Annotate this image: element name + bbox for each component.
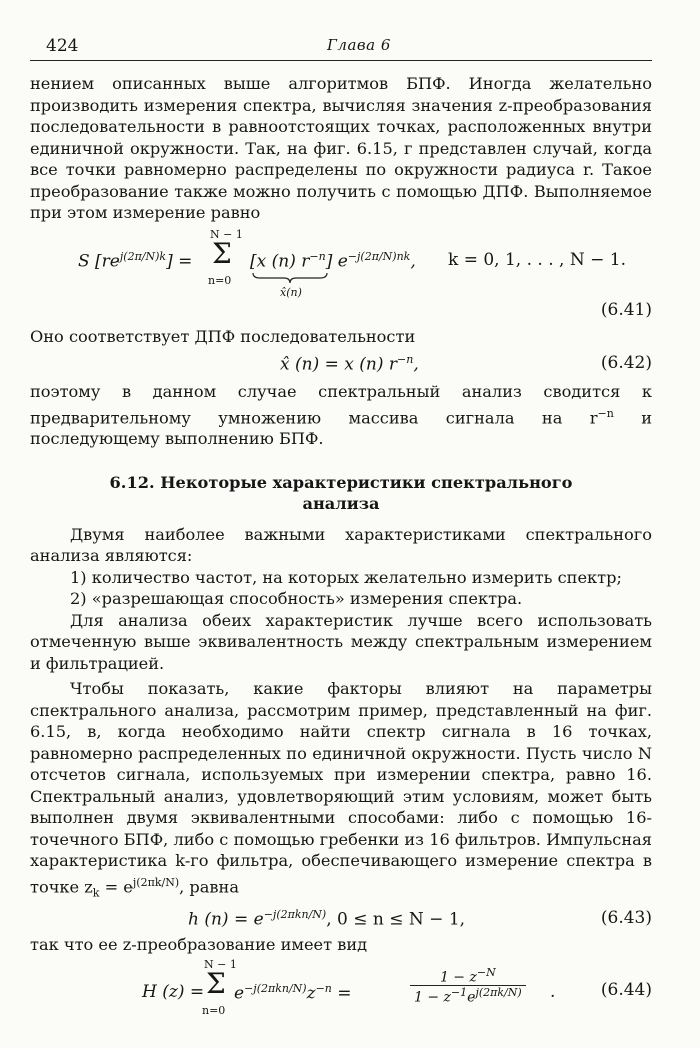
equation-6-42 <box>30 347 652 381</box>
paragraph-3 <box>30 381 652 450</box>
para3-part-b: и последующему выполнению БПФ. <box>30 407 652 449</box>
para6-exp: j(2πk/N) <box>132 875 180 889</box>
page <box>30 36 652 1032</box>
para3-exp: −n <box>597 406 614 420</box>
para6-part-c: , равна <box>179 877 239 897</box>
equation-6-43 <box>30 904 652 934</box>
para6-sub: k <box>92 886 100 900</box>
eq642-text: x̂ (n) = x (n) r <box>280 354 397 375</box>
paragraph-5: Для анализа обеих характеристик лучше всего использовать отмеченную выше эквивалентность между спектральным измерением и фильтрацией. <box>30 610 652 673</box>
eq643-number: (6.43) <box>600 908 652 929</box>
page-number: 424 <box>46 36 79 56</box>
eq644-term: e <box>234 983 245 1004</box>
eq644-sum-top: N − 1 <box>204 957 237 971</box>
eq643-condition: , 0 ≤ n ≤ N − 1, <box>326 909 466 930</box>
eq641-lhs-close: ] = <box>166 251 193 272</box>
eq644-tail: . <box>550 981 556 1002</box>
eq643-exp: −j(2πkn/N) <box>263 908 327 922</box>
para6-part-b: = e <box>99 877 133 897</box>
eq641-sum-top: N − 1 <box>210 227 243 241</box>
eq641-lhs-exp: j(2π/N)k <box>119 249 167 263</box>
paragraph-6 <box>30 678 652 904</box>
eq644-den-e: e <box>467 989 476 1006</box>
equation-6-41: S $[re^{j(2\pi/N)k}]$ = N − 1 Σ n=0 [x (n) $r^{-n}$] $e^{-j(2\pi/N)nk}$, x̂(n) k = 0, 1, . . . , N − 1. (6.41) <box>78 227 652 320</box>
section-title-line1: 6.12. Некоторые характеристики спектрального <box>109 472 573 492</box>
equation-6-44 <box>30 956 652 1032</box>
running-header <box>30 36 652 61</box>
eq641-condition: k = 0, 1, . . . , N − 1. <box>448 249 626 270</box>
eq644-num-text: 1 − z <box>439 969 477 986</box>
eq644-den-text: 1 − z <box>414 989 451 1006</box>
eq641-underlabel: x̂(n) <box>280 285 302 299</box>
eq644-term-exp: −j(2πkn/N) <box>244 981 307 995</box>
eq641-exp-base: e <box>337 251 348 272</box>
eq641-number: (6.41) <box>600 299 652 320</box>
eq642-tail: , <box>413 354 419 375</box>
characteristics-list <box>30 567 652 610</box>
eq644-numerator <box>410 966 526 987</box>
eq641-exp-power: −j(2π/N)nk <box>347 249 411 263</box>
eq642-number: (6.42) <box>600 353 652 373</box>
eq641-sum-symbol: Σ <box>212 236 232 270</box>
underbrace-icon <box>252 272 328 284</box>
paragraph-2: Оно соответствует ДПФ последовательности <box>30 326 416 346</box>
eq641-lhs: S [re <box>78 251 120 272</box>
eq644-z-exp: −n <box>315 981 332 995</box>
list-item: 1) количество частот, на которых желательно измерить спектр; <box>70 567 622 587</box>
paragraph-4: Двумя наиболее важными характеристиками спектрального анализа являются: <box>30 524 652 566</box>
chapter-title: Глава 6 <box>327 36 391 54</box>
eq644-lhs: H (z) = <box>142 981 205 1002</box>
para3-part-a: поэтому в данном случае спектральный анализ сводится к предварительному умножению массива сигнала на r <box>30 382 652 427</box>
section-title-line2: анализа <box>302 493 380 513</box>
eq641-term-exp: −n <box>309 249 326 263</box>
eq644-sum-symbol: Σ <box>206 966 226 1000</box>
paragraph-1: нением описанных выше алгоритмов БПФ. Иногда желательно производить измерения спектра, вычисляя значения z-преобразования последовательности в равноотстоящих точках, расположенных внутри единичной окружности. Так, на фиг. 6.15, г представлен случай, когда все точки равномерно распределены по окружности радиуса r. Такое преобразование также можно получить с помощью ДПФ. Выполняемое при этом измерение равно <box>30 74 652 222</box>
eq644-num-exp: −N <box>476 965 496 979</box>
paragraph-7: так что ее z-преобразование имеет вид <box>30 935 368 955</box>
eq642-exp: −n <box>397 353 414 366</box>
eq643-lhs: h (n) = e <box>188 909 264 930</box>
eq644-sum-bottom: n=0 <box>202 1003 226 1017</box>
eq641-term: [x (n) r <box>250 251 310 272</box>
eq641-sum-bottom: n=0 <box>208 273 232 287</box>
list-item: 2) «разрешающая способность» измерения спектра. <box>70 589 523 609</box>
eq644-den-exp1: −1 <box>450 986 468 1000</box>
para6-part-a: Чтобы показать, какие факторы влияют на параметры спектрального анализа, рассмотрим пример, представленный на фиг. 6.15, в, когда необходимо найти спектр сигнала в 16 точках, равномерно распределенных по единичной окружности. Пусть число N отсчетов сигнала, используемых при измерении спектра, равно 16. Спектральный анализ, удовлетворяющий этим условиям, может быть выполнен двумя эквивалентными способами: либо с помощью 16-точечного БПФ, либо с помощью гребенки из 16 фильтров. Импульсная характеристика k-го фильтра, обеспечивающего измерение спектра в точке z <box>30 679 652 897</box>
eq641-term-close: ] <box>325 251 333 272</box>
eq644-den-exp2: j(2πk/N) <box>475 986 522 1000</box>
section-heading <box>30 472 652 514</box>
eq644-z: z <box>306 983 316 1004</box>
eq644-fraction <box>410 966 526 1006</box>
eq644-equals: = <box>331 983 352 1004</box>
eq644-denominator <box>410 986 526 1006</box>
eq644-number: (6.44) <box>600 979 652 1000</box>
